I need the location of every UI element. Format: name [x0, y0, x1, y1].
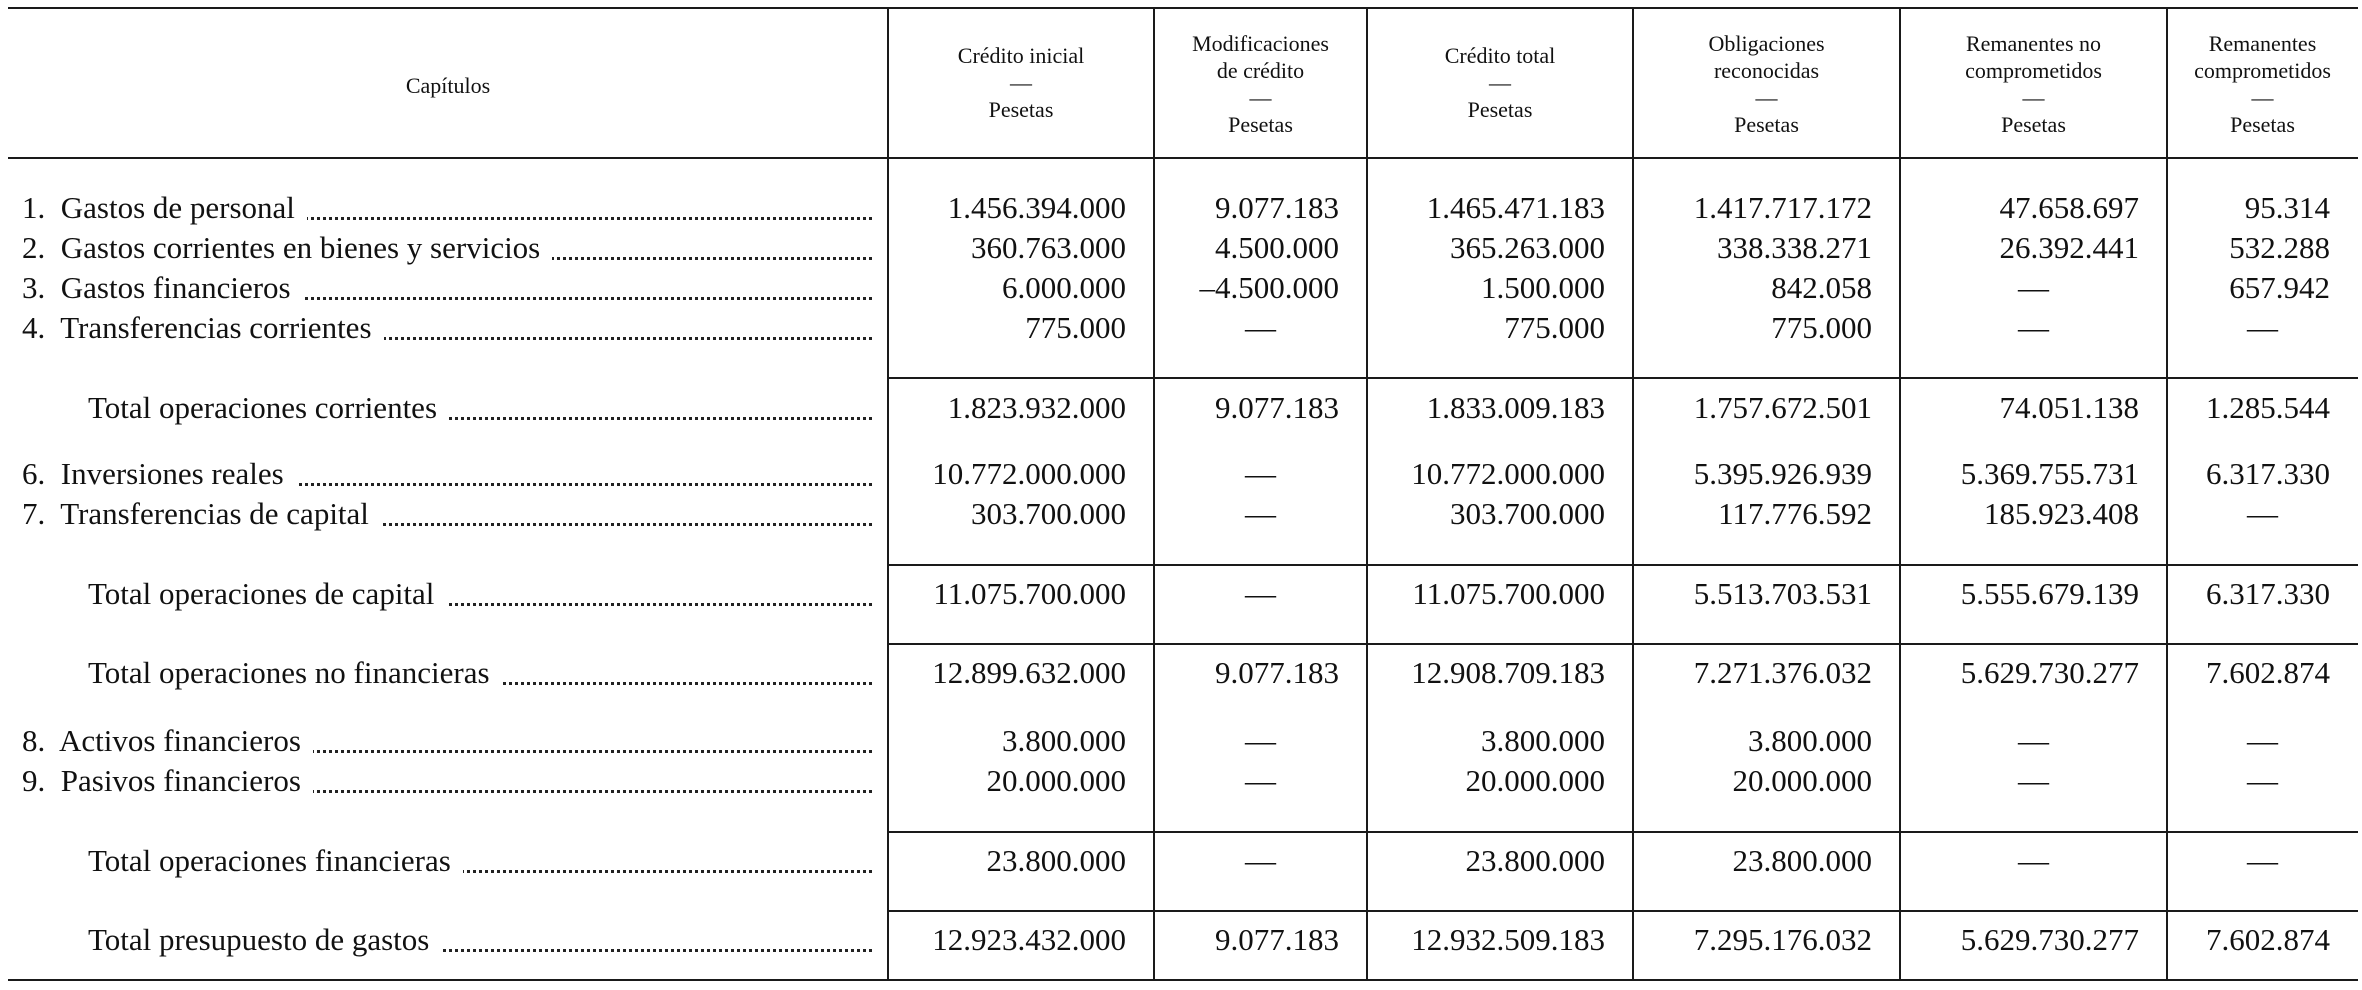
header-line: Remanentes no [1965, 31, 2102, 56]
value-cell: 6.317.330 [2206, 576, 2330, 611]
value-cell: 1.417.717.172 [1693, 190, 1872, 225]
value-cell: 7.602.874 [2206, 922, 2330, 957]
value-cell: 4.500.000 [1215, 230, 1339, 265]
value-cell: 7.602.874 [2206, 655, 2330, 690]
row-label [22, 496, 872, 532]
value-cell: 5.369.755.731 [1960, 456, 2139, 491]
row-label [88, 390, 872, 426]
value-cell: 26.392.441 [1999, 230, 2139, 265]
value-cell: 9.077.183 [1215, 390, 1339, 425]
header-line: Pesetas [1734, 112, 1799, 137]
header-line: Remanentes [2208, 31, 2317, 56]
value-cell: 365.263.000 [1450, 230, 1605, 265]
value-cell: 10.772.000.000 [1411, 456, 1605, 491]
row-label-text: 3. Gastos financieros [22, 270, 303, 305]
value-cell: 5.395.926.939 [1693, 456, 1872, 491]
value-cell: 1.500.000 [1481, 270, 1605, 305]
header-credito-total [1367, 42, 1633, 123]
row-label-text: 4. Transferencias corrientes [22, 310, 384, 345]
row-label [22, 190, 872, 226]
value-cell: 12.908.709.183 [1411, 655, 1605, 690]
value-cell: 9.077.183 [1215, 922, 1339, 957]
row-label-text: Total operaciones de capital [88, 576, 446, 611]
value-cell: — [2018, 270, 2049, 305]
value-cell: 12.932.509.183 [1411, 922, 1605, 957]
value-cell: — [2018, 843, 2049, 878]
value-cell: 185.923.408 [1984, 496, 2139, 531]
table-bottom-rule [8, 979, 2358, 981]
value-cell: 9.077.183 [1215, 190, 1339, 225]
value-cell: 842.058 [1771, 270, 1872, 305]
row-label-text: 8. Activos financieros [22, 723, 313, 758]
value-cell: 20.000.000 [986, 763, 1126, 798]
value-cell: 775.000 [1504, 310, 1605, 345]
value-cell: — [2018, 763, 2049, 798]
value-cell: 10.772.000.000 [932, 456, 1126, 491]
value-cell: 303.700.000 [971, 496, 1126, 531]
value-cell: 657.942 [2229, 270, 2330, 305]
value-cell: — [2247, 763, 2278, 798]
header-modificaciones-credito [1154, 30, 1367, 138]
header-line: Pesetas [1228, 112, 1293, 137]
value-cell: 360.763.000 [971, 230, 1126, 265]
value-cell: 20.000.000 [1465, 763, 1605, 798]
column-divider [1632, 8, 1634, 980]
row-label-text: 6. Inversiones reales [22, 456, 296, 491]
value-cell: 11.075.700.000 [1412, 576, 1605, 611]
header-line: comprometidos [2194, 58, 2331, 83]
header-line: — [1489, 69, 1511, 95]
value-cell: 23.800.000 [1732, 843, 1872, 878]
header-line: — [1755, 85, 1778, 110]
value-cell: — [2247, 843, 2278, 878]
header-remanentes-comprometidos [2167, 30, 2358, 138]
subtotal-rule [888, 564, 2358, 566]
subtotal-rule [888, 643, 2358, 645]
value-cell: 303.700.000 [1450, 496, 1605, 531]
value-cell: 5.629.730.277 [1960, 655, 2139, 690]
header-line: de crédito [1216, 58, 1305, 83]
row-label [22, 230, 872, 266]
value-cell: 23.800.000 [986, 843, 1126, 878]
value-cell: — [2018, 310, 2049, 345]
row-label [88, 576, 872, 612]
value-cell: — [1245, 723, 1276, 758]
value-cell: 5.629.730.277 [1960, 922, 2139, 957]
header-line: comprometidos [1965, 58, 2102, 83]
row-label [22, 456, 872, 492]
value-cell: 1.757.672.501 [1693, 390, 1872, 425]
row-label [22, 310, 872, 346]
value-cell: — [2018, 723, 2049, 758]
header-line: Obligaciones [1708, 31, 1825, 56]
value-cell: — [1245, 763, 1276, 798]
header-line: — [1249, 85, 1272, 110]
row-label [22, 723, 872, 759]
value-cell: 3.800.000 [1481, 723, 1605, 758]
row-label [22, 270, 872, 306]
column-divider [2166, 8, 2168, 980]
value-cell: 1.465.471.183 [1426, 190, 1605, 225]
header-line: Capítulos [405, 72, 491, 98]
value-cell: 11.075.700.000 [933, 576, 1126, 611]
row-label-text: Total operaciones no financieras [88, 655, 502, 690]
value-cell: 7.295.176.032 [1693, 922, 1872, 957]
value-cell: 338.338.271 [1717, 230, 1872, 265]
value-cell: 47.658.697 [1999, 190, 2139, 225]
value-cell: — [1245, 456, 1276, 491]
value-cell: 1.823.932.000 [947, 390, 1126, 425]
value-cell: 1.833.009.183 [1426, 390, 1605, 425]
header-line: Pesetas [2230, 112, 2295, 137]
row-label [88, 843, 872, 879]
row-label-text: Total operaciones financieras [88, 843, 463, 878]
header-line: Pesetas [988, 96, 1054, 122]
column-divider [1899, 8, 1901, 980]
value-cell: — [1245, 576, 1276, 611]
row-label-text: 7. Transferencias de capital [22, 496, 381, 531]
value-cell: 775.000 [1025, 310, 1126, 345]
header-remanentes-no-comprometidos [1900, 30, 2167, 138]
value-cell: 6.317.330 [2206, 456, 2330, 491]
value-cell: 532.288 [2229, 230, 2330, 265]
value-cell: 20.000.000 [1732, 763, 1872, 798]
value-cell: 117.776.592 [1718, 496, 1872, 531]
column-divider [1153, 8, 1155, 980]
row-label-text: 2. Gastos corrientes en bienes y servicios [22, 230, 552, 265]
header-line: — [2251, 85, 2274, 110]
value-cell: –4.500.000 [1199, 270, 1339, 305]
header-line: — [1010, 69, 1032, 95]
value-cell: 9.077.183 [1215, 655, 1339, 690]
header-credito-inicial [888, 42, 1154, 123]
row-label [88, 922, 872, 958]
header-line: Pesetas [2001, 112, 2066, 137]
header-obligaciones-reconocidas [1633, 30, 1900, 138]
value-cell: — [1245, 496, 1276, 531]
header-line: Crédito total [1444, 42, 1556, 68]
subtotal-rule [888, 377, 2358, 379]
value-cell: — [1245, 310, 1276, 345]
row-label-text: Total operaciones corrientes [88, 390, 449, 425]
value-cell: 23.800.000 [1465, 843, 1605, 878]
header-line: reconocidas [1713, 58, 1820, 83]
value-cell: 3.800.000 [1748, 723, 1872, 758]
value-cell: 775.000 [1771, 310, 1872, 345]
row-label-text: Total presupuesto de gastos [88, 922, 441, 957]
row-label-text: 9. Pasivos financieros [22, 763, 313, 798]
value-cell: 1.285.544 [2206, 390, 2330, 425]
value-cell: 74.051.138 [1999, 390, 2139, 425]
value-cell: 3.800.000 [1002, 723, 1126, 758]
table-top-rule [8, 7, 2358, 9]
header-line: Crédito inicial [957, 42, 1085, 68]
subtotal-rule [888, 910, 2358, 912]
value-cell: 5.513.703.531 [1693, 576, 1872, 611]
column-divider [1366, 8, 1368, 980]
row-label [22, 763, 872, 799]
row-label [88, 655, 872, 691]
row-label-text: 1. Gastos de personal [22, 190, 307, 225]
value-cell: 7.271.376.032 [1693, 655, 1872, 690]
value-cell: — [2247, 723, 2278, 758]
subtotal-rule [888, 831, 2358, 833]
value-cell: 1.456.394.000 [947, 190, 1126, 225]
value-cell: 12.899.632.000 [932, 655, 1126, 690]
value-cell: 6.000.000 [1002, 270, 1126, 305]
column-divider [887, 8, 889, 980]
value-cell: — [2247, 310, 2278, 345]
header-line: Modificaciones [1192, 31, 1329, 56]
value-cell: — [1245, 843, 1276, 878]
header-line: — [2022, 85, 2045, 110]
header-bottom-rule [8, 157, 2358, 159]
header-capitulos [8, 72, 888, 99]
value-cell: 95.314 [2244, 190, 2330, 225]
value-cell: 5.555.679.139 [1960, 576, 2139, 611]
header-line: Pesetas [1467, 96, 1533, 122]
value-cell: 12.923.432.000 [932, 922, 1126, 957]
value-cell: — [2247, 496, 2278, 531]
